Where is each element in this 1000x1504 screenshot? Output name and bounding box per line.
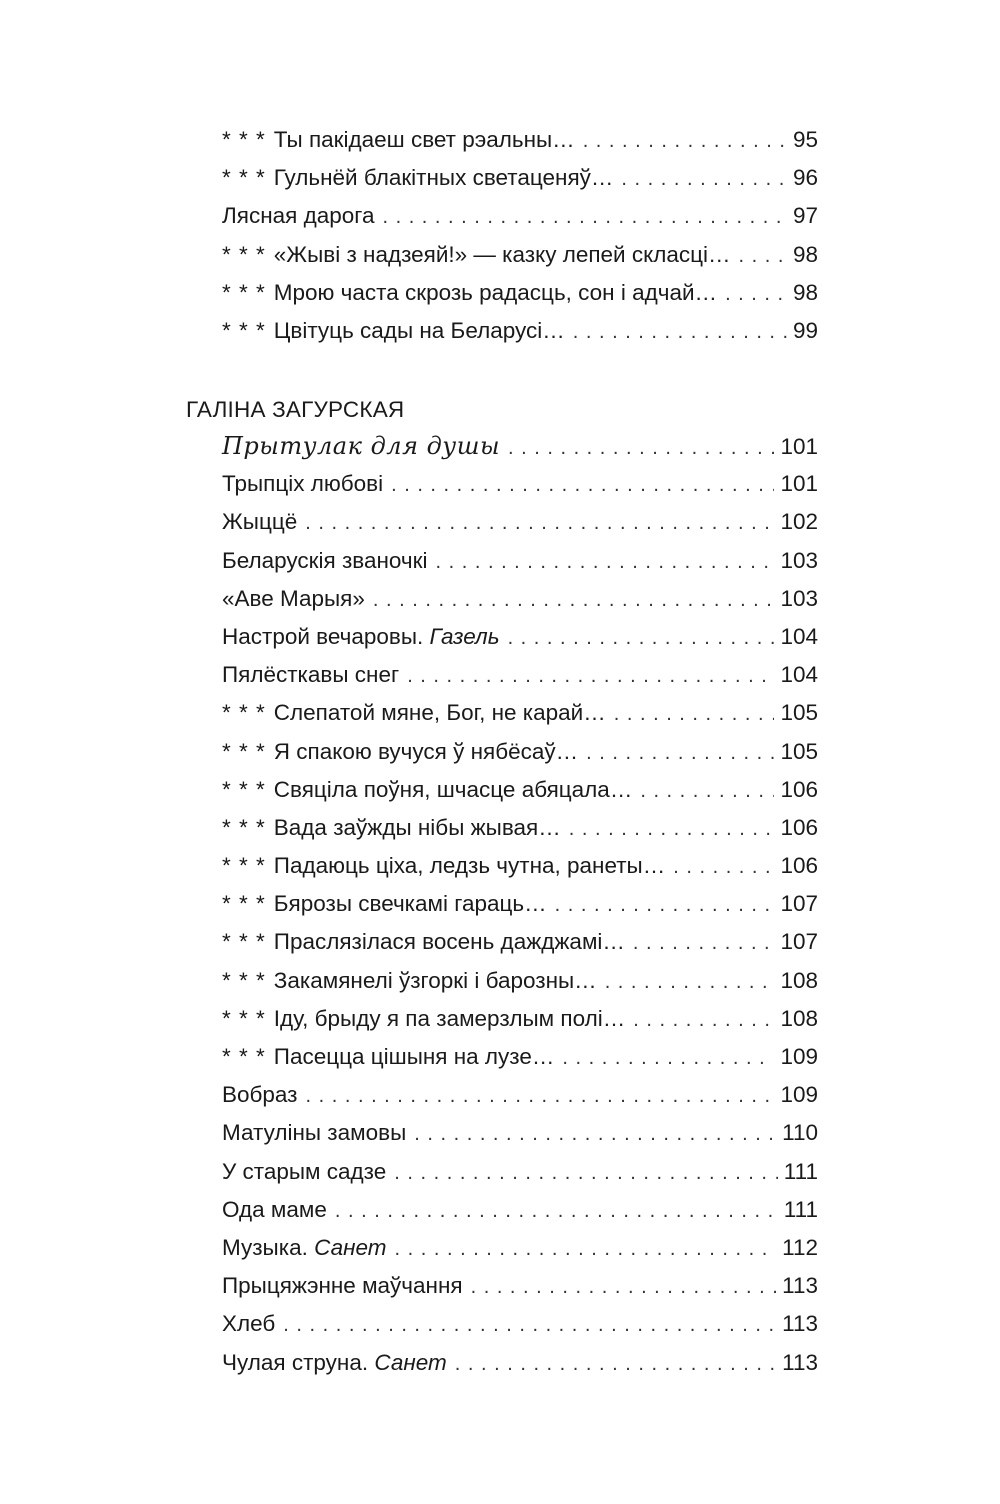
toc-entry[interactable]	[222, 1000, 818, 1038]
entry-title-group	[222, 159, 613, 197]
entry-title-group	[222, 847, 665, 885]
entry-title: Чулая струна.	[222, 1349, 369, 1375]
entry-title-group	[222, 1305, 275, 1343]
entry-title: Іду, брыду я па замерзлым полі…	[273, 1005, 626, 1031]
page-number: 102	[780, 509, 818, 535]
page-number: 113	[782, 1311, 818, 1337]
page-number: 112	[782, 1234, 818, 1260]
page-number: 104	[780, 662, 818, 688]
toc-entry[interactable]	[222, 733, 818, 771]
dot-leader	[569, 810, 775, 848]
asterism: * * *	[222, 1044, 266, 1069]
toc-entry[interactable]	[222, 1305, 818, 1343]
toc-entry[interactable]	[222, 274, 818, 312]
entry-title: Беларускія званочкі	[222, 547, 428, 573]
entry-title: Прыцяжэнне маўчання	[222, 1273, 463, 1299]
dot-leader	[436, 543, 775, 581]
entry-title: «Аве Марыя»	[222, 585, 365, 611]
dot-leader	[725, 275, 787, 313]
dot-leader	[395, 1230, 777, 1268]
entry-title-group	[222, 197, 374, 235]
entry-title: Настрой вечаровы.	[222, 623, 424, 649]
entry-title: Жыццё	[222, 509, 298, 535]
dot-leader	[373, 581, 775, 619]
entry-title: Ты пакідаеш свет рэальны…	[273, 127, 575, 152]
dot-leader	[583, 122, 787, 160]
entry-title: Вада заўжды нібы жывая…	[273, 814, 561, 840]
toc-entry[interactable]	[222, 236, 818, 274]
toc-entry[interactable]	[222, 312, 818, 350]
entry-title: Матуліны замовы	[222, 1120, 407, 1146]
toc-entry[interactable]	[222, 465, 818, 503]
dot-leader	[614, 695, 775, 733]
asterism: * * *	[222, 241, 266, 267]
entry-title: Ода маме	[222, 1196, 327, 1222]
page-number: 106	[780, 776, 818, 802]
asterism: * * *	[222, 317, 266, 343]
page-number: 107	[780, 891, 818, 917]
page-number: 99	[792, 317, 818, 343]
toc-entry[interactable]	[222, 618, 818, 656]
collection-title: Прытулак для душы	[222, 432, 500, 460]
toc-entry[interactable]	[222, 159, 818, 197]
toc-entry[interactable]	[222, 962, 818, 1000]
toc-entry[interactable]	[222, 580, 818, 618]
dot-leader	[283, 1306, 776, 1344]
toc-entry[interactable]	[222, 656, 818, 694]
entry-title: «Жыві з надзеяй!» — казку лепей скласці…	[273, 241, 731, 267]
toc-entry[interactable]	[222, 1153, 818, 1191]
asterism: * * *	[222, 700, 266, 726]
dot-leader	[471, 1268, 777, 1306]
page-number: 101	[780, 471, 818, 497]
dot-leader	[394, 1154, 778, 1192]
dot-leader	[455, 1345, 776, 1383]
entry-title-group	[222, 121, 575, 159]
page-number: 109	[780, 1044, 818, 1069]
dot-leader	[738, 237, 786, 275]
asterism: * * *	[222, 738, 266, 764]
dot-leader	[335, 1192, 778, 1230]
entry-genre: Санет	[314, 1234, 387, 1260]
toc-entry[interactable]	[222, 1114, 818, 1152]
entry-title-group	[222, 885, 547, 923]
toc-entry[interactable]	[222, 1076, 818, 1114]
entry-title: Лясная дарога	[222, 203, 375, 229]
entry-title-group	[222, 694, 606, 732]
entry-title: Праслязілася восень дажджамі…	[273, 929, 625, 955]
asterism: * * *	[222, 1005, 266, 1031]
entry-title-group	[222, 236, 730, 274]
entry-title-group	[222, 312, 565, 350]
page-number: 109	[780, 1082, 818, 1108]
asterism: * * *	[222, 165, 266, 191]
entry-title-group	[222, 1000, 625, 1038]
toc-entry[interactable]	[222, 923, 818, 961]
entry-title: Бярозы свечкамі гараць…	[273, 891, 547, 917]
asterism: * * *	[222, 127, 266, 152]
asterism: * * *	[222, 929, 266, 955]
entry-title: Падаюць ціха, ледзь чутна, ранеты…	[273, 853, 666, 879]
page-number: 107	[780, 929, 818, 955]
entry-title-group	[222, 1229, 387, 1267]
entry-title: Музыка.	[222, 1234, 308, 1260]
page-number: 111	[783, 1158, 818, 1184]
entry-title: Я спакою вучуся ў нябёсаў…	[273, 738, 579, 764]
dot-leader	[605, 963, 775, 1001]
entry-title: Гульнёй блакітных светаценяў…	[273, 165, 614, 191]
entry-title: Вобраз	[222, 1082, 298, 1108]
entry-title-group	[222, 503, 297, 541]
author-heading: ГАЛІНА ЗАГУРСКАЯ	[186, 397, 405, 422]
toc-entry[interactable]	[222, 1191, 818, 1229]
dot-leader	[633, 924, 775, 962]
entry-title-group	[222, 809, 561, 847]
entry-title: У старым садзе	[222, 1158, 387, 1184]
page-number: 103	[780, 585, 818, 611]
dot-leader	[414, 1115, 776, 1153]
dot-leader	[621, 160, 787, 198]
page-number: 113	[782, 1273, 818, 1299]
entry-title: Хлеб	[222, 1311, 276, 1337]
page-number: 101	[780, 434, 818, 459]
page-number: 105	[780, 700, 818, 726]
dot-leader	[562, 1039, 774, 1077]
page-number: 95	[792, 127, 818, 152]
entry-title-group	[222, 542, 428, 580]
entry-title-group	[222, 1038, 554, 1076]
toc-entry-collection[interactable]	[222, 427, 818, 465]
dot-leader	[306, 1077, 775, 1115]
asterism: * * *	[222, 776, 266, 802]
asterism: * * *	[222, 279, 266, 305]
toc-entry[interactable]	[222, 503, 818, 541]
toc-section-a	[222, 121, 818, 350]
page-number: 103	[780, 547, 818, 573]
page-number: 108	[780, 967, 818, 993]
toc-entry[interactable]	[222, 1344, 818, 1382]
page-number: 106	[780, 853, 818, 879]
page-number: 98	[792, 241, 818, 267]
entry-title-group	[222, 465, 383, 503]
entry-genre: Санет	[374, 1349, 447, 1375]
asterism: * * *	[222, 891, 266, 917]
page-number: 105	[780, 738, 818, 764]
page-number: 106	[780, 814, 818, 840]
entry-title: Свяціла поўня, шчасце абяцала…	[273, 776, 633, 802]
entry-genre: Газель	[429, 623, 500, 649]
page-number: 104	[780, 623, 818, 649]
toc-entry[interactable]	[222, 847, 818, 885]
page-number: 108	[780, 1005, 818, 1031]
dot-leader	[633, 1001, 774, 1039]
entry-title: Слепатой мяне, Бог, не карай…	[273, 700, 606, 726]
entry-title-group	[222, 1191, 327, 1229]
toc-entry[interactable]	[222, 694, 818, 732]
entry-title-group	[222, 733, 578, 771]
dot-leader	[508, 429, 774, 467]
dot-leader	[673, 848, 774, 886]
entry-title-group	[222, 1076, 298, 1114]
dot-leader	[555, 886, 775, 924]
entry-title: Пасецца цішыня на лузе…	[273, 1044, 555, 1069]
asterism: * * *	[222, 967, 266, 993]
page-number: 110	[782, 1120, 818, 1146]
entry-title: Цвітуць сады на Беларусі…	[273, 317, 565, 343]
toc-entry[interactable]	[222, 121, 818, 159]
dot-leader	[305, 504, 774, 542]
toc-entry[interactable]	[222, 1038, 818, 1076]
entry-title-group	[222, 962, 597, 1000]
entry-title: Пялёсткавы снег	[222, 662, 400, 688]
entry-title-group	[222, 1344, 447, 1382]
entry-title-group	[222, 656, 399, 694]
toc-entry[interactable]	[222, 542, 818, 580]
dot-leader	[391, 466, 774, 504]
dot-leader	[640, 772, 774, 810]
page-number: 111	[783, 1196, 818, 1222]
asterism: * * *	[222, 853, 266, 879]
dot-leader	[586, 734, 774, 772]
page-number: 97	[792, 203, 818, 229]
toc-entry[interactable]	[222, 885, 818, 923]
entry-title-group	[222, 618, 500, 656]
page-number: 113	[782, 1349, 818, 1375]
page-number: 98	[792, 279, 818, 305]
dot-leader	[508, 619, 775, 657]
entry-title-group	[222, 274, 717, 312]
entry-title: Мрою часта скрозь радасць, сон і адчай…	[273, 279, 718, 305]
toc-entry[interactable]	[222, 1267, 818, 1305]
entry-title: Трыпціх любові	[222, 471, 384, 497]
toc-entry[interactable]	[222, 771, 818, 809]
page-number: 96	[792, 165, 818, 191]
entry-title: Закамянелі ўзгоркі і барозны…	[273, 967, 597, 993]
toc-entry[interactable]	[222, 1229, 818, 1267]
entry-title-group	[222, 771, 632, 809]
dot-leader	[382, 198, 787, 236]
entry-title-group	[222, 1153, 386, 1191]
entry-title-group	[222, 923, 625, 961]
toc-entry[interactable]	[222, 197, 818, 235]
toc-section-b	[222, 427, 818, 1382]
entry-title-group	[222, 580, 365, 618]
asterism: * * *	[222, 814, 266, 840]
entry-title-group	[222, 1114, 406, 1152]
entry-title-group	[222, 1267, 463, 1305]
dot-leader	[573, 313, 787, 351]
dot-leader	[407, 657, 774, 695]
toc-entry[interactable]	[222, 809, 818, 847]
